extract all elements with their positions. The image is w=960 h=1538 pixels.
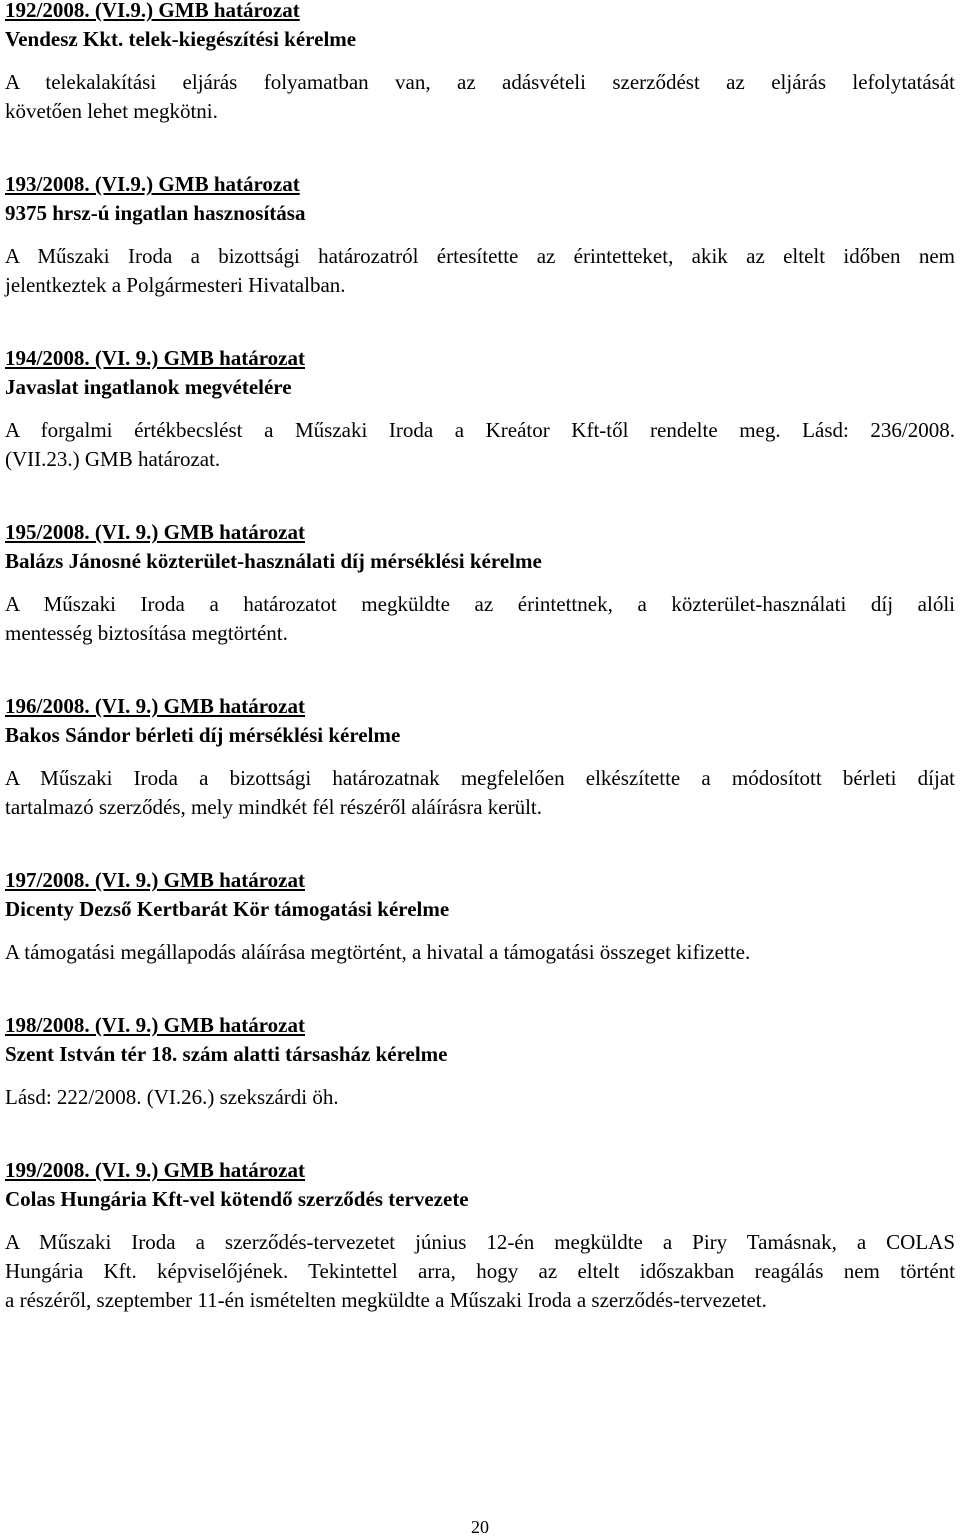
decision-title: Dicenty Dezső Kertbarát Kör támogatási kérelme bbox=[5, 897, 450, 921]
decision-title: 9375 hrsz-ú ingatlan hasznosítása bbox=[5, 201, 306, 225]
decision-body bbox=[5, 1228, 955, 1315]
decision-ref: 197/2008. (VI. 9.) GMB határozat bbox=[5, 868, 305, 892]
decision-title: Javaslat ingatlanok megvételére bbox=[5, 375, 292, 399]
decision-title: Colas Hungária Kft-vel kötendő szerződés tervezete bbox=[5, 1187, 469, 1211]
decision-body bbox=[5, 764, 955, 822]
decision-ref: 192/2008. (VI.9.) GMB határozat bbox=[5, 0, 300, 22]
decision-ref: 193/2008. (VI.9.) GMB határozat bbox=[5, 172, 300, 196]
decision-199 bbox=[5, 1156, 955, 1315]
decision-ref: 195/2008. (VI. 9.) GMB határozat bbox=[5, 520, 305, 544]
decision-ref: 198/2008. (VI. 9.) GMB határozat bbox=[5, 1013, 305, 1037]
body-line: A Műszaki Iroda a határozatot megküldte az érintettnek, a közterület-használati díj alóli bbox=[5, 592, 955, 616]
body-line: A telekalakítási eljárás folyamatban van, az adásvételi szerződést az eljárás lefolytatását bbox=[5, 70, 955, 94]
decision-192 bbox=[5, 0, 955, 126]
body-line: a részéről, szeptember 11-én ismételten megküldte a Műszaki Iroda a szerződés-tervezetet. bbox=[5, 1288, 767, 1312]
decision-title: Balázs Jánosné közterület-használati díj mérséklési kérelme bbox=[5, 549, 542, 573]
decision-198 bbox=[5, 1011, 955, 1112]
decision-title: Vendesz Kkt. telek-kiegészítési kérelme bbox=[5, 27, 357, 51]
body-line: A Műszaki Iroda a bizottsági határozatnak megfelelően elkészítette a módosított bérleti díjat bbox=[5, 766, 955, 790]
decision-197 bbox=[5, 866, 955, 967]
decision-title: Szent István tér 18. szám alatti társasház kérelme bbox=[5, 1042, 448, 1066]
decision-body bbox=[5, 416, 955, 474]
decision-body bbox=[5, 1083, 955, 1112]
decision-body bbox=[5, 68, 955, 126]
decision-194 bbox=[5, 344, 955, 474]
decision-body bbox=[5, 242, 955, 300]
decision-193 bbox=[5, 170, 955, 300]
body-line: A Műszaki Iroda a szerződés-tervezetet június 12-én megküldte a Piry Tamásnak, a COLAS bbox=[5, 1230, 955, 1254]
decision-body bbox=[5, 590, 955, 648]
body-line: A támogatási megállapodás aláírása megtörtént, a hivatal a támogatási összeget kifizette. bbox=[5, 940, 751, 964]
page-number: 20 bbox=[471, 1517, 489, 1537]
body-line: A Műszaki Iroda a bizottsági határozatról értesítette az érintetteket, akik az eltelt időben nem bbox=[5, 244, 955, 268]
decision-196 bbox=[5, 692, 955, 822]
body-line: Hungária Kft. képviselőjének. Tekintettel arra, hogy az eltelt időszakban reagálás nem történt bbox=[5, 1259, 955, 1283]
decision-ref: 194/2008. (VI. 9.) GMB határozat bbox=[5, 346, 305, 370]
body-line: (VII.23.) GMB határozat. bbox=[5, 447, 221, 471]
body-line: követően lehet megkötni. bbox=[5, 99, 218, 123]
body-line: Lásd: 222/2008. (VI.26.) szekszárdi öh. bbox=[5, 1085, 339, 1109]
decision-title: Bakos Sándor bérleti díj mérséklési kérelme bbox=[5, 723, 401, 747]
body-line: tartalmazó szerződés, mely mindkét fél részéről aláírásra került. bbox=[5, 795, 542, 819]
body-line: A forgalmi értékbecslést a Műszaki Iroda a Kreátor Kft-től rendelte meg. Lásd: 236/2008. bbox=[5, 418, 955, 442]
decision-body bbox=[5, 938, 955, 967]
decision-ref: 199/2008. (VI. 9.) GMB határozat bbox=[5, 1158, 305, 1182]
decision-ref: 196/2008. (VI. 9.) GMB határozat bbox=[5, 694, 305, 718]
body-line: mentesség biztosítása megtörtént. bbox=[5, 621, 288, 645]
body-line: jelentkeztek a Polgármesteri Hivatalban. bbox=[5, 273, 346, 297]
decision-195 bbox=[5, 518, 955, 648]
